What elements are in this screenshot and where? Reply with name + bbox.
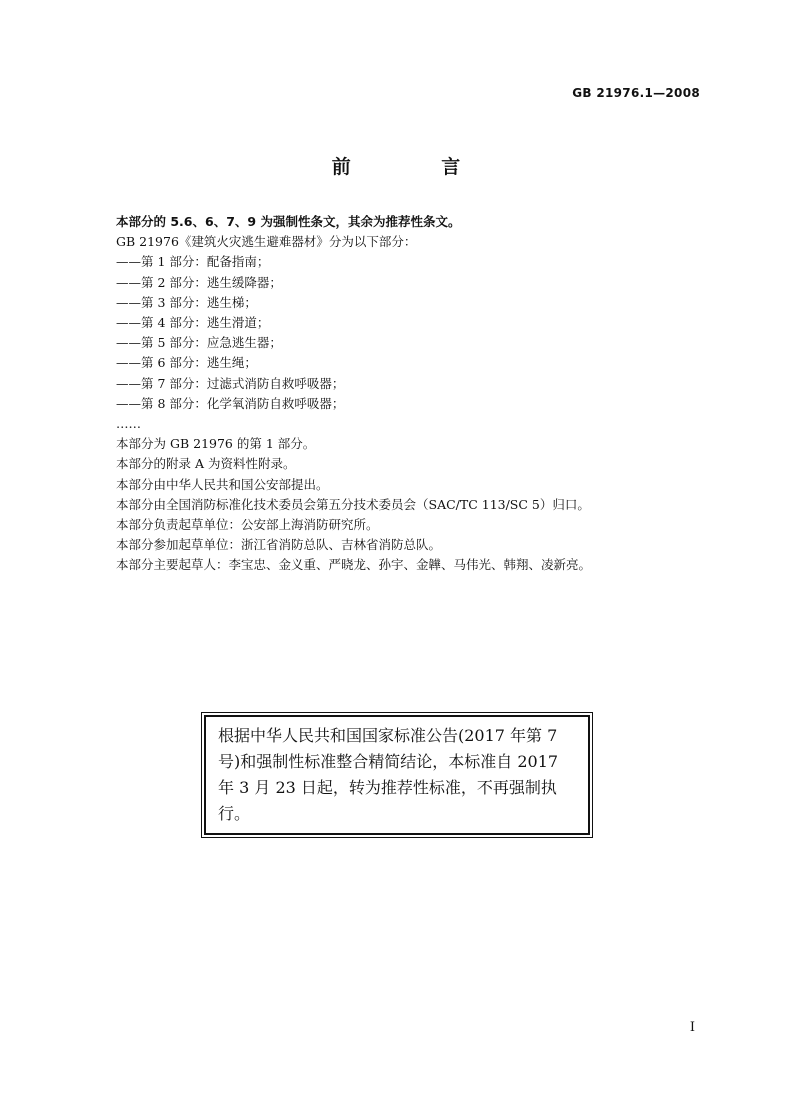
paragraph: 本部分由中华人民共和国公安部提出。	[116, 476, 329, 492]
parts-intro: GB 21976《建筑火灾逃生避难器材》分为以下部分：	[116, 234, 417, 250]
part-list-item: ——第 1 部分：配备指南；	[116, 254, 270, 270]
paragraph: 本部分参加起草单位：浙江省消防总队、吉林省消防总队。	[116, 537, 442, 553]
page-number: I	[689, 1020, 695, 1035]
part-list-item: ——第 6 部分：逃生绳；	[116, 355, 257, 371]
ellipsis: ……	[116, 416, 141, 432]
foreword-body	[116, 212, 716, 576]
part-list-item: ——第 3 部分：逃生梯；	[116, 294, 257, 310]
notice-line: 年 3 月 23 日起，转为推荐性标准，不再强制执行。	[218, 778, 557, 823]
paragraph: 本部分的附录 A 为资料性附录。	[116, 456, 296, 472]
part-list-item: ——第 7 部分：过滤式消防自救呼吸器；	[116, 375, 345, 391]
part-list-item: ——第 5 部分：应急逃生器；	[116, 335, 282, 351]
notice-line: 号)和强制性标准整合精简结论，本标准自 2017	[218, 752, 559, 771]
notice-box	[204, 715, 590, 835]
part-list-item: ——第 8 部分：化学氧消防自救呼吸器；	[116, 395, 345, 411]
mandatory-clause-statement: 本部分的 5.6、6、7、9 为强制性条文，其余为推荐性条文。	[116, 214, 461, 229]
part-list-item: ——第 2 部分：逃生缓降器；	[116, 274, 282, 290]
page-title: 前 言	[331, 156, 503, 178]
notice-line: 根据中华人民共和国国家标准公告(2017 年第 7	[218, 726, 558, 745]
paragraph: 本部分主要起草人：李宝忠、金义重、严晓龙、孙宇、金韡、马伟光、韩翔、凌新亮。	[116, 557, 592, 573]
paragraph: 本部分为 GB 21976 的第 1 部分。	[116, 436, 316, 452]
standard-code: GB 21976.1—2008	[572, 86, 700, 100]
part-list-item: ——第 4 部分：逃生滑道；	[116, 315, 270, 331]
paragraph: 本部分负责起草单位：公安部上海消防研究所。	[116, 517, 379, 533]
paragraph: 本部分由全国消防标准化技术委员会第五分技术委员会（SAC/TC 113/SC 5）归口。	[116, 496, 590, 512]
